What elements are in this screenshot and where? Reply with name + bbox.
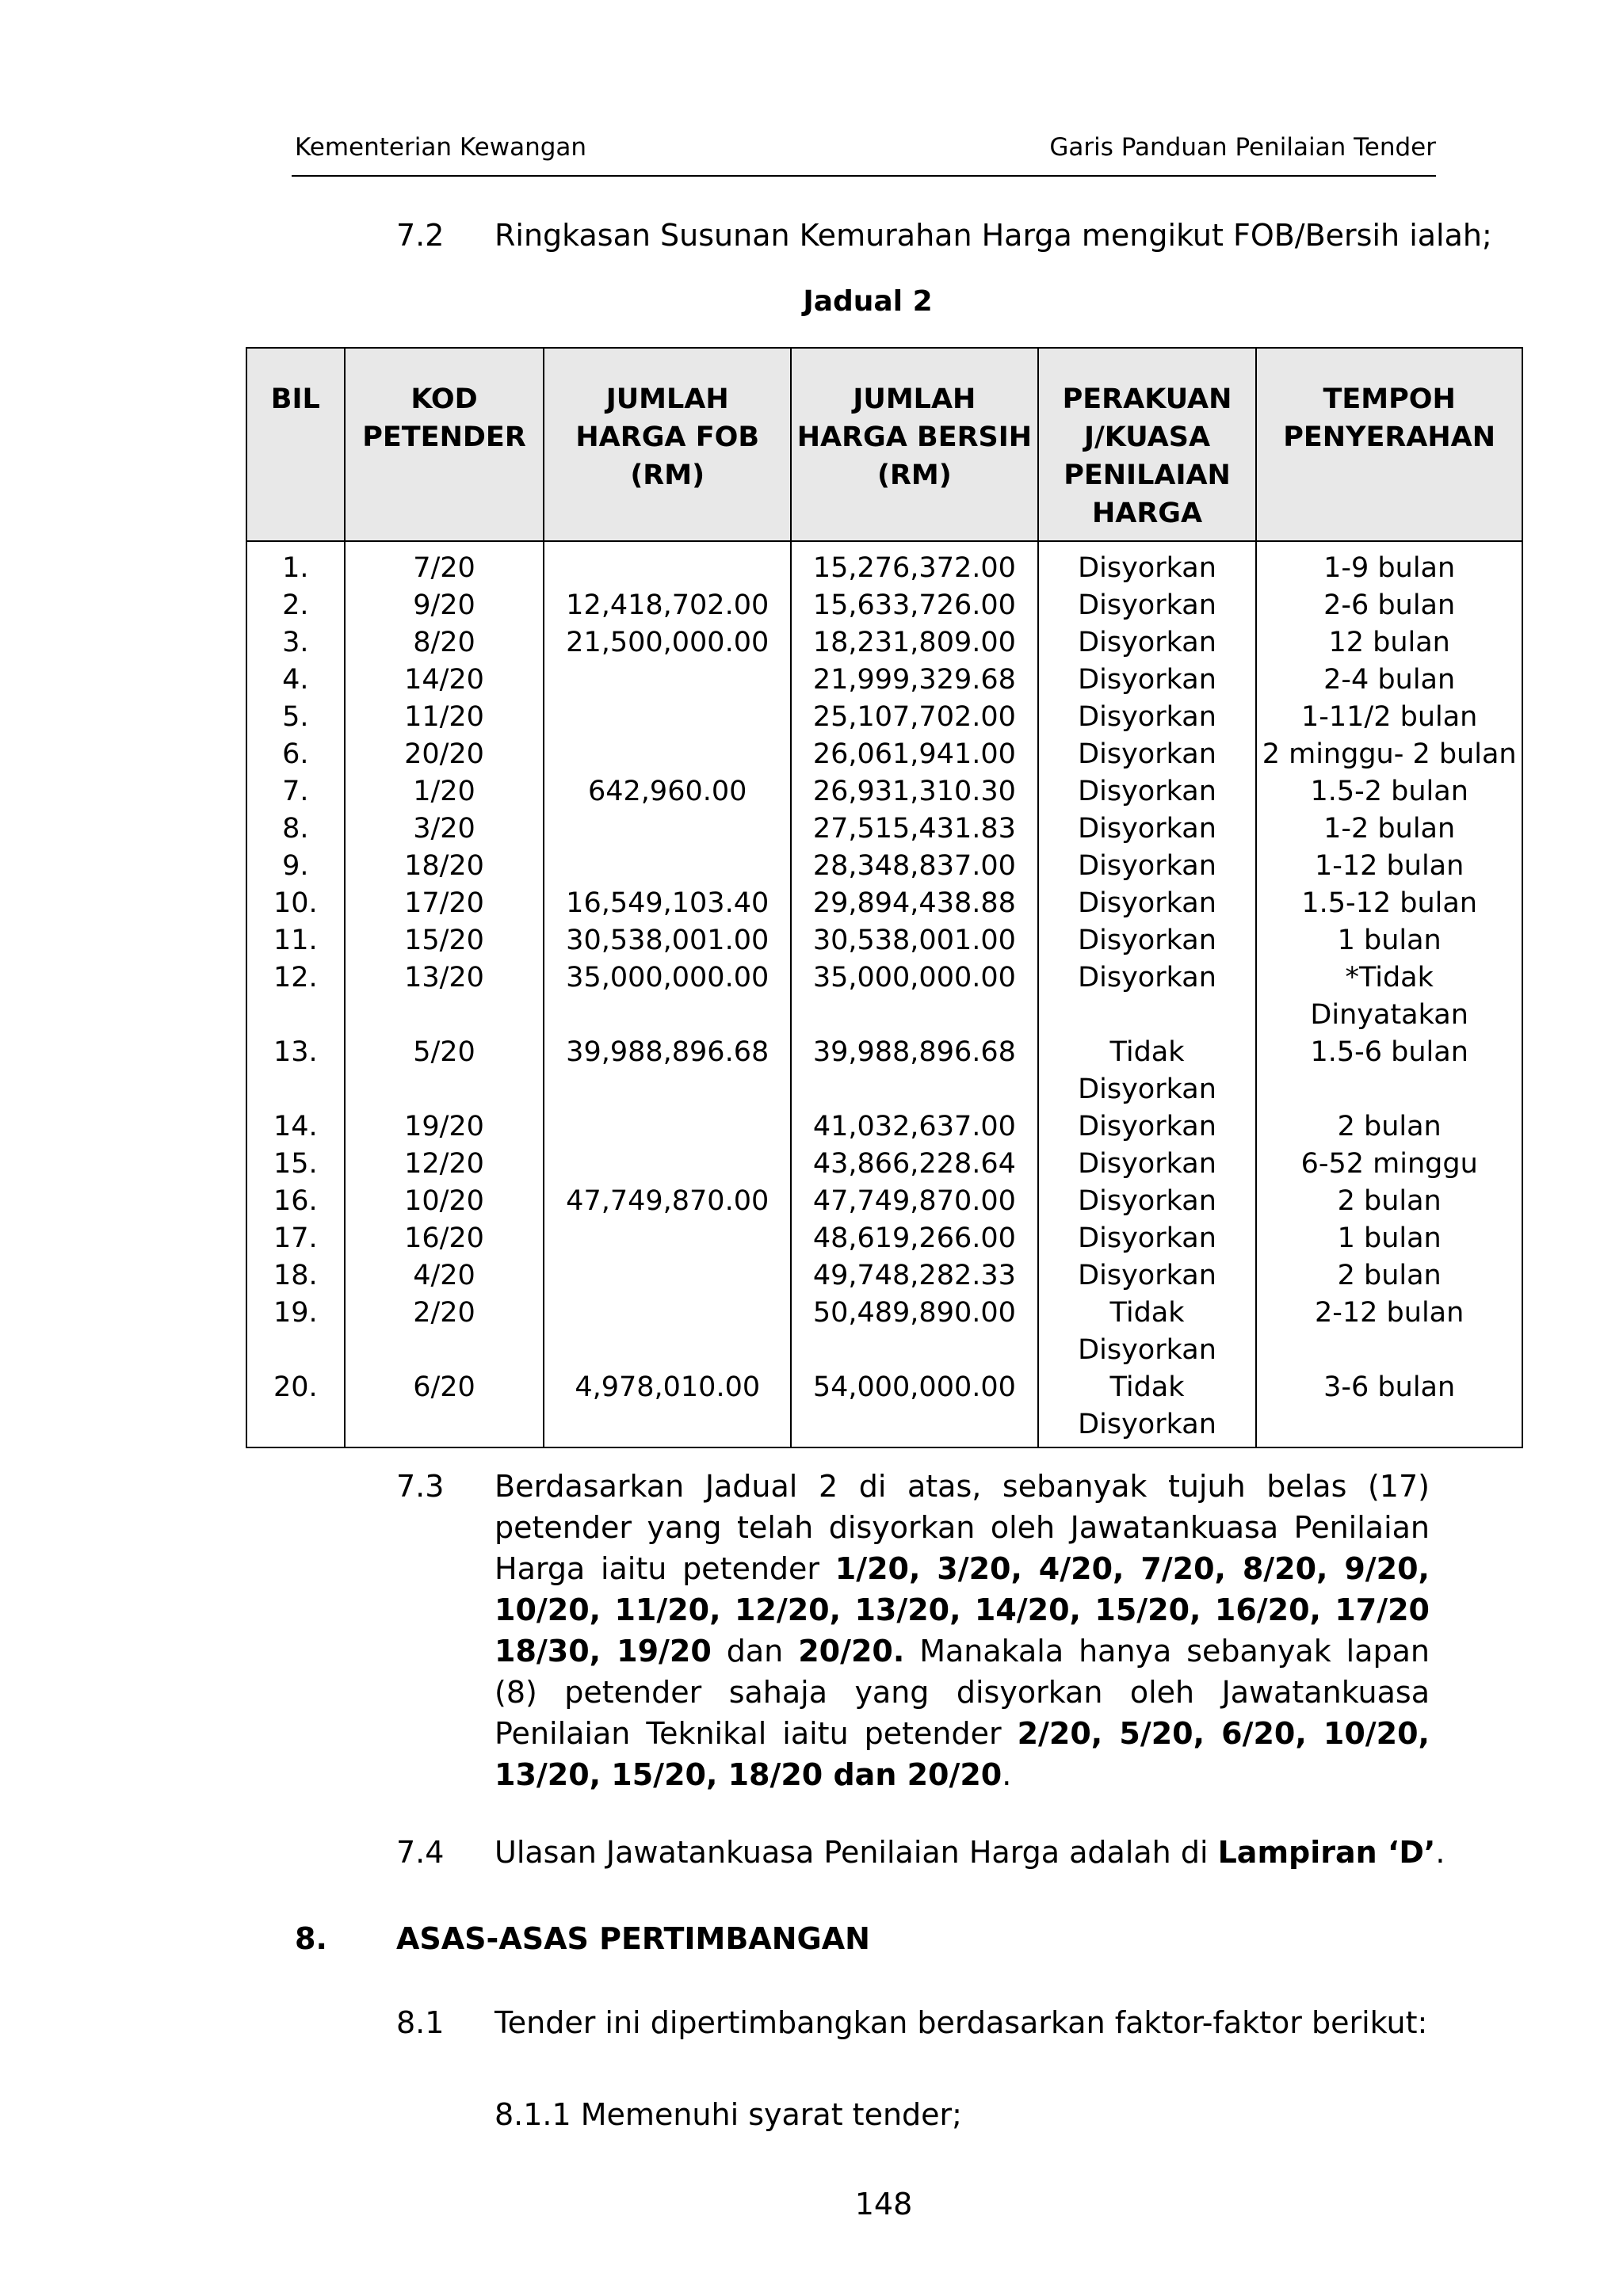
cell-fob	[544, 662, 791, 699]
cell-kod: 12/20	[345, 1146, 544, 1183]
table-row	[246, 1295, 1522, 1369]
s74-bold: Lampiran ‘D’	[1217, 1835, 1436, 1870]
table-header-row	[246, 348, 1522, 541]
column-header-harga-fob: JUMLAH HARGA FOB (RM)	[544, 348, 791, 541]
cell-bersih: 49,748,282.33	[791, 1257, 1038, 1295]
column-header-perakuan: PERAKUAN J/KUASA PENILAIAN HARGA	[1038, 348, 1257, 541]
cell-perakuan: Tidak Disyorkan	[1038, 1369, 1257, 1447]
column-header-bil: BIL	[246, 348, 345, 541]
cell-perakuan: Disyorkan	[1038, 624, 1257, 662]
cell-kod: 7/20	[345, 541, 544, 587]
cell-bersih: 26,061,941.00	[791, 736, 1038, 773]
cell-bersih: 41,032,637.00	[791, 1108, 1038, 1146]
column-header-tempoh: TEMPOH PENYERAHAN	[1256, 348, 1522, 541]
cell-fob: 35,000,000.00	[544, 959, 791, 1034]
cell-kod: 18/20	[345, 848, 544, 885]
cell-fob: 39,988,896.68	[544, 1034, 791, 1108]
cell-tempoh: 1.5-6 bulan	[1256, 1034, 1522, 1108]
table-row	[246, 1257, 1522, 1295]
section-7-3-number: 7.3	[396, 1469, 445, 1504]
s74-text: Ulasan Jawatankuasa Penilaian Harga adalah di	[495, 1835, 1218, 1870]
section-7-2-number: 7.2	[396, 218, 445, 253]
s73-bold-3: 2/20, 5/20, 6/20, 10/20, 13/20, 15/20, 18/20 dan 20/20	[495, 1716, 1430, 1792]
cell-tempoh: 1-2 bulan	[1256, 810, 1522, 848]
cell-bil: 13.	[246, 1034, 345, 1108]
cell-perakuan: Disyorkan	[1038, 1108, 1257, 1146]
cell-perakuan: Disyorkan	[1038, 587, 1257, 624]
cell-kod: 13/20	[345, 959, 544, 1034]
table-row	[246, 624, 1522, 662]
cell-perakuan: Disyorkan	[1038, 1146, 1257, 1183]
cell-tempoh: 12 bulan	[1256, 624, 1522, 662]
table-row	[246, 699, 1522, 736]
table-row	[246, 885, 1522, 922]
cell-bersih: 54,000,000.00	[791, 1369, 1038, 1447]
cell-kod: 5/20	[345, 1034, 544, 1108]
table-row	[246, 922, 1522, 959]
page-number: 148	[854, 2187, 913, 2222]
cell-tempoh: 2-4 bulan	[1256, 662, 1522, 699]
s73-text-2: dan	[711, 1634, 799, 1669]
table-row	[246, 810, 1522, 848]
cell-perakuan: Disyorkan	[1038, 959, 1257, 1034]
section-8-title: ASAS-ASAS PERTIMBANGAN	[396, 1921, 870, 1956]
cell-perakuan: Disyorkan	[1038, 848, 1257, 885]
header-document-title: Garis Panduan Penilaian Tender	[1049, 133, 1436, 162]
cell-kod: 20/20	[345, 736, 544, 773]
cell-bil: 9.	[246, 848, 345, 885]
s74-end: .	[1435, 1835, 1445, 1870]
cell-tempoh: 2 bulan	[1256, 1183, 1522, 1220]
cell-bil: 14.	[246, 1108, 345, 1146]
cell-fob	[544, 1108, 791, 1146]
cell-bersih: 48,619,266.00	[791, 1220, 1038, 1257]
cell-tempoh: 3-6 bulan	[1256, 1369, 1522, 1447]
cell-kod: 14/20	[345, 662, 544, 699]
cell-bersih: 35,000,000.00	[791, 959, 1038, 1034]
cell-bersih: 39,988,896.68	[791, 1034, 1038, 1108]
cell-bil: 11.	[246, 922, 345, 959]
cell-bersih: 15,276,372.00	[791, 541, 1038, 587]
cell-bil: 10.	[246, 885, 345, 922]
cell-bil: 17.	[246, 1220, 345, 1257]
s73-bold-1: 1/20, 3/20, 4/20, 7/20, 8/20, 9/20, 10/20, 11/20, 12/20, 13/20, 14/20, 15/20, 16/20, 17/20 18/30, 19/20	[495, 1551, 1430, 1669]
price-summary-table	[246, 347, 1523, 1448]
cell-tempoh: 1-12 bulan	[1256, 848, 1522, 885]
cell-bersih: 27,515,431.83	[791, 810, 1038, 848]
cell-tempoh: 1 bulan	[1256, 922, 1522, 959]
cell-bersih: 21,999,329.68	[791, 662, 1038, 699]
cell-fob	[544, 1146, 791, 1183]
cell-tempoh: 6-52 minggu	[1256, 1146, 1522, 1183]
cell-kod: 9/20	[345, 587, 544, 624]
cell-perakuan: Tidak Disyorkan	[1038, 1034, 1257, 1108]
cell-kod: 2/20	[345, 1295, 544, 1369]
cell-kod: 17/20	[345, 885, 544, 922]
cell-fob: 4,978,010.00	[544, 1369, 791, 1447]
cell-perakuan: Disyorkan	[1038, 922, 1257, 959]
cell-tempoh: 1.5-2 bulan	[1256, 773, 1522, 810]
cell-bil: 6.	[246, 736, 345, 773]
cell-perakuan: Disyorkan	[1038, 810, 1257, 848]
cell-fob	[544, 541, 791, 587]
cell-bil: 4.	[246, 662, 345, 699]
cell-tempoh: 1-9 bulan	[1256, 541, 1522, 587]
section-7-4-text	[495, 1832, 1445, 1873]
cell-perakuan: Disyorkan	[1038, 773, 1257, 810]
section-7-2-text: Ringkasan Susunan Kemurahan Harga mengikut FOB/Bersih ialah;	[495, 218, 1492, 253]
s73-text-4: .	[1002, 1757, 1012, 1792]
column-header-harga-bersih: JUMLAH HARGA BERSIH (RM)	[791, 348, 1038, 541]
cell-bersih: 29,894,438.88	[791, 885, 1038, 922]
cell-kod: 15/20	[345, 922, 544, 959]
table-row	[246, 1034, 1522, 1108]
cell-fob	[544, 810, 791, 848]
table-row	[246, 773, 1522, 810]
cell-fob	[544, 1295, 791, 1369]
cell-bersih: 18,231,809.00	[791, 624, 1038, 662]
cell-tempoh: 1.5-12 bulan	[1256, 885, 1522, 922]
cell-fob	[544, 1220, 791, 1257]
cell-tempoh: 1-11/2 bulan	[1256, 699, 1522, 736]
column-header-kod-petender: KOD PETENDER	[345, 348, 544, 541]
section-7-3-text	[495, 1466, 1430, 1795]
cell-bersih: 50,489,890.00	[791, 1295, 1038, 1369]
cell-fob	[544, 699, 791, 736]
cell-kod: 4/20	[345, 1257, 544, 1295]
cell-kod: 8/20	[345, 624, 544, 662]
header-divider	[292, 175, 1436, 177]
cell-kod: 10/20	[345, 1183, 544, 1220]
table-row	[246, 1108, 1522, 1146]
cell-kod: 11/20	[345, 699, 544, 736]
cell-bil: 2.	[246, 587, 345, 624]
cell-perakuan: Disyorkan	[1038, 1257, 1257, 1295]
table-row	[246, 541, 1522, 587]
cell-bil: 1.	[246, 541, 345, 587]
section-8-number: 8.	[295, 1921, 327, 1956]
cell-tempoh: 2-6 bulan	[1256, 587, 1522, 624]
cell-bil: 20.	[246, 1369, 345, 1447]
cell-perakuan: Disyorkan	[1038, 1183, 1257, 1220]
cell-tempoh: 2 minggu- 2 bulan	[1256, 736, 1522, 773]
table-title: Jadual 2	[803, 285, 933, 318]
cell-bersih: 43,866,228.64	[791, 1146, 1038, 1183]
cell-fob	[544, 848, 791, 885]
cell-bersih: 15,633,726.00	[791, 587, 1038, 624]
cell-tempoh: *Tidak Dinyatakan	[1256, 959, 1522, 1034]
cell-bil: 5.	[246, 699, 345, 736]
cell-tempoh: 2-12 bulan	[1256, 1295, 1522, 1369]
cell-fob: 21,500,000.00	[544, 624, 791, 662]
table-row	[246, 662, 1522, 699]
cell-fob: 642,960.00	[544, 773, 791, 810]
cell-bersih: 25,107,702.00	[791, 699, 1038, 736]
table-row	[246, 736, 1522, 773]
table-row	[246, 1220, 1522, 1257]
cell-bersih: 26,931,310.30	[791, 773, 1038, 810]
section-8-1-number: 8.1	[396, 2005, 445, 2040]
cell-tempoh: 2 bulan	[1256, 1108, 1522, 1146]
cell-bil: 19.	[246, 1295, 345, 1369]
table-row	[246, 1183, 1522, 1220]
cell-bil: 15.	[246, 1146, 345, 1183]
table-row	[246, 1369, 1522, 1447]
cell-bil: 7.	[246, 773, 345, 810]
cell-fob: 12,418,702.00	[544, 587, 791, 624]
table-row	[246, 848, 1522, 885]
section-7-4-number: 7.4	[396, 1835, 445, 1870]
cell-perakuan: Disyorkan	[1038, 662, 1257, 699]
section-8-1-text: Tender ini dipertimbangkan berdasarkan faktor-faktor berikut:	[495, 2005, 1428, 2040]
cell-bersih: 47,749,870.00	[791, 1183, 1038, 1220]
cell-kod: 1/20	[345, 773, 544, 810]
table-body	[246, 541, 1522, 1447]
table-row	[246, 1146, 1522, 1183]
s73-bold-2: 20/20.	[798, 1634, 905, 1669]
cell-bil: 18.	[246, 1257, 345, 1295]
cell-fob: 16,549,103.40	[544, 885, 791, 922]
cell-perakuan: Disyorkan	[1038, 541, 1257, 587]
cell-bil: 3.	[246, 624, 345, 662]
cell-kod: 6/20	[345, 1369, 544, 1447]
cell-perakuan: Disyorkan	[1038, 1220, 1257, 1257]
table-row	[246, 959, 1522, 1034]
cell-perakuan: Disyorkan	[1038, 885, 1257, 922]
cell-kod: 16/20	[345, 1220, 544, 1257]
cell-perakuan: Tidak Disyorkan	[1038, 1295, 1257, 1369]
cell-perakuan: Disyorkan	[1038, 736, 1257, 773]
section-8-1-1-text: 8.1.1 Memenuhi syarat tender;	[495, 2097, 962, 2132]
cell-fob	[544, 1257, 791, 1295]
cell-bersih: 30,538,001.00	[791, 922, 1038, 959]
cell-tempoh: 2 bulan	[1256, 1257, 1522, 1295]
cell-bersih: 28,348,837.00	[791, 848, 1038, 885]
s73-text-1: Berdasarkan Jadual 2 di atas, sebanyak tujuh belas (17) petender yang telah disyorkan oleh Jawatankuasa Penilaian Harga iaitu petender	[495, 1469, 1430, 1586]
s73-text-3: Manakala hanya sebanyak lapan (8) petender sahaja yang disyorkan oleh Jawatankuasa Penilaian Teknikal iaitu petender	[495, 1634, 1430, 1751]
cell-fob: 30,538,001.00	[544, 922, 791, 959]
cell-kod: 19/20	[345, 1108, 544, 1146]
cell-bil: 12.	[246, 959, 345, 1034]
header-ministry: Kementerian Kewangan	[295, 133, 587, 162]
cell-kod: 3/20	[345, 810, 544, 848]
table-row	[246, 587, 1522, 624]
cell-fob	[544, 736, 791, 773]
cell-bil: 16.	[246, 1183, 345, 1220]
cell-perakuan: Disyorkan	[1038, 699, 1257, 736]
cell-fob: 47,749,870.00	[544, 1183, 791, 1220]
cell-tempoh: 1 bulan	[1256, 1220, 1522, 1257]
cell-bil: 8.	[246, 810, 345, 848]
